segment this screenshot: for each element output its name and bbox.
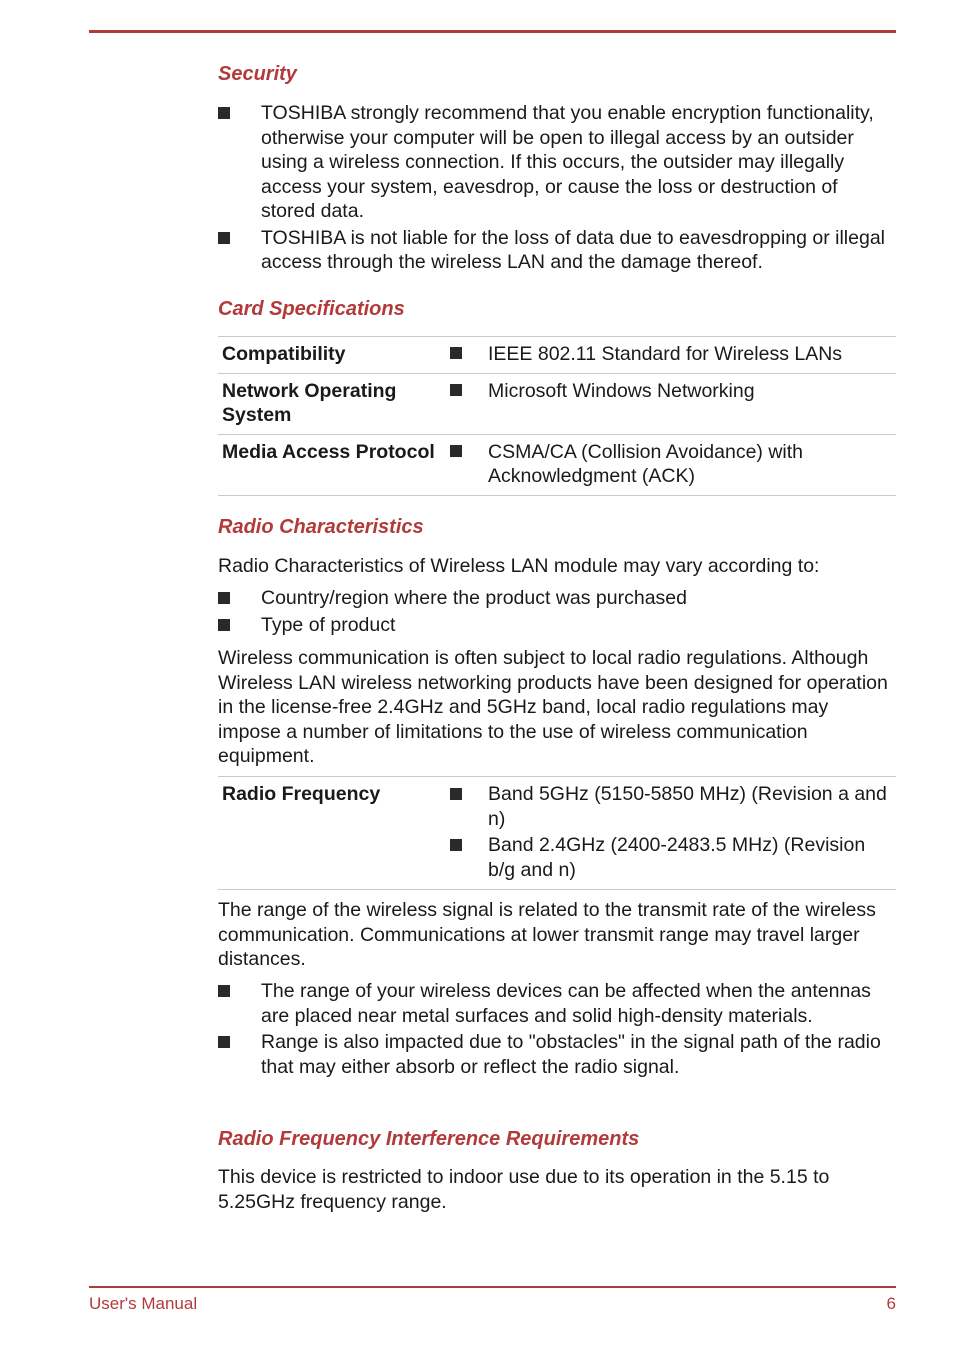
footer-page-number: 6 [886, 1294, 896, 1313]
table-row [218, 777, 896, 890]
row-value: Band 5GHz (5150-5850 MHz) (Revision a and n) [488, 783, 887, 830]
section-heading-card-specifications: Card Specifications [218, 298, 405, 320]
row-label: Media Access Protocol [218, 434, 446, 495]
list-item [218, 1030, 896, 1079]
row-value: IEEE 802.11 Standard for Wireless LANs [488, 337, 896, 374]
bullet-text: The range of your wireless devices can be affected when the antennas are placed near metal surfaces and solid high-density materials. [261, 980, 871, 1027]
footer-manual-title: User's Manual [89, 1294, 198, 1313]
radio-frequency-table [218, 776, 896, 890]
bullet-text: Range is also impacted due to "obstacles" in the signal path of the radio that may either absorb or reflect the radio signal. [261, 1031, 881, 1078]
square-bullet-icon [450, 445, 462, 457]
square-bullet-icon [450, 788, 462, 800]
table-row [218, 337, 896, 374]
table-row [218, 434, 896, 495]
radio-bullet-list [218, 586, 896, 639]
security-bullet-list [218, 101, 896, 277]
square-bullet-icon [218, 1036, 230, 1048]
row-value: Band 2.4GHz (2400-2483.5 MHz) (Revision b/g and n) [488, 834, 866, 881]
row-label: Compatibility [218, 337, 446, 374]
list-item [446, 833, 896, 882]
square-bullet-icon [218, 619, 230, 631]
bullet-text: Type of product [261, 613, 396, 636]
bullet-text: TOSHIBA is not liable for the loss of data due to eavesdropping or illegal access through the wireless LAN and the damage thereof. [261, 226, 886, 273]
list-item [218, 226, 896, 275]
section-heading-security: Security [218, 63, 297, 85]
range-paragraph: The range of the wireless signal is related to the transmit rate of the wireless communication. Communications at lower transmit range may travel larger distances. [218, 899, 876, 970]
row-label: Radio Frequency [218, 777, 446, 890]
bullet-text: TOSHIBA strongly recommend that you enable encryption functionality, otherwise your computer will be open to illegal access by an outsider using a wireless connection. If this occurs, the outsider may illegally access your system, eavesdrop, or cause the loss or destruction of stored data. [261, 102, 874, 222]
card-specifications-table [218, 336, 896, 496]
list-item [218, 613, 896, 638]
square-bullet-icon [450, 347, 462, 359]
section-heading-rf-interference: Radio Frequency Interference Requirements [218, 1128, 640, 1150]
list-item [218, 979, 896, 1028]
row-label: Network Operating System [218, 373, 446, 434]
bullet-text: Country/region where the product was purchased [261, 587, 687, 609]
square-bullet-icon [450, 384, 462, 396]
radio-regulations-paragraph: Wireless communication is often subject to local radio regulations. Although Wireless LAN wireless networking products have been designed for operation in the license-free 2.4GHz and 5GHz band, local radio regulations may impose a number of limitations to the use of wireless communication equipment. [218, 647, 888, 767]
square-bullet-icon [218, 985, 230, 997]
header-rule [89, 30, 896, 33]
square-bullet-icon [218, 592, 230, 604]
square-bullet-icon [450, 839, 462, 851]
square-bullet-icon [218, 232, 230, 244]
square-bullet-icon [218, 107, 230, 119]
footer-rule [89, 1286, 896, 1288]
rfi-paragraph: This device is restricted to indoor use due to its operation in the 5.15 to 5.25GHz frequency range. [218, 1166, 830, 1213]
row-value: CSMA/CA (Collision Avoidance) with Acknowledgment (ACK) [488, 434, 896, 495]
list-item [218, 101, 896, 224]
section-heading-radio-characteristics: Radio Characteristics [218, 516, 424, 538]
radio-intro-text: Radio Characteristics of Wireless LAN module may vary according to: [218, 555, 820, 577]
list-item [218, 586, 896, 611]
range-bullet-list [218, 979, 896, 1081]
row-value: Microsoft Windows Networking [488, 373, 896, 434]
table-row [218, 373, 896, 434]
list-item [446, 782, 896, 831]
